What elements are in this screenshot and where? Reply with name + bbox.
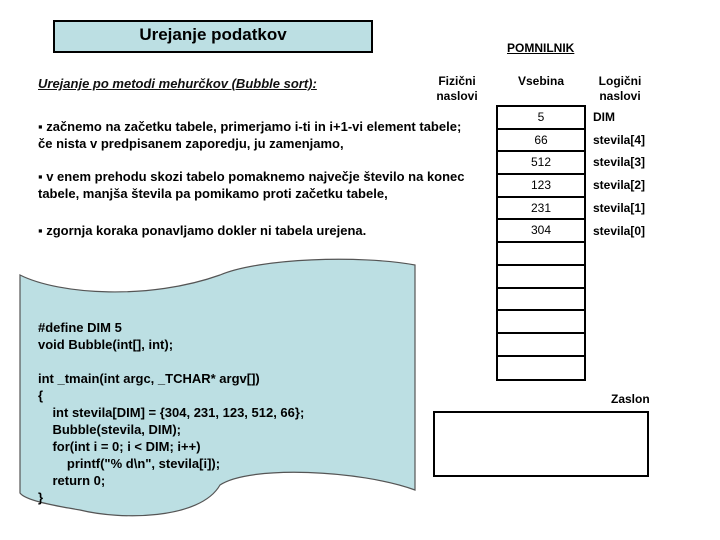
memory-cell: 66 xyxy=(498,130,584,153)
memory-cell: 512 xyxy=(498,152,584,175)
header-content: Vsebina xyxy=(517,74,565,88)
code-line: printf("% d\n", stevila[i]); xyxy=(38,456,221,471)
code-line: for(int i = 0; i < DIM; i++) xyxy=(38,439,201,454)
logical-address-label: stevila[0] xyxy=(593,223,646,238)
logical-address-label: stevila[2] xyxy=(593,178,646,193)
code-line: Bubble(stevila, DIM); xyxy=(38,422,182,437)
memory-cell: 231 xyxy=(498,198,584,221)
code-line xyxy=(38,353,304,370)
code-line: return 0; xyxy=(38,473,106,488)
bullet-3: ▪ zgornja koraka ponavljamo dokler ni tabela urejena. xyxy=(38,223,367,238)
code-line: } xyxy=(38,490,44,505)
logical-address-label: DIM xyxy=(593,110,615,124)
code-block xyxy=(38,319,304,506)
logical-address-label: stevila[4] xyxy=(593,132,646,147)
header-physical-addresses: Fizični naslovi xyxy=(436,74,478,103)
memory-cell: 304 xyxy=(498,220,584,243)
code-line: #define DIM 5 xyxy=(38,320,122,335)
logical-address-label: stevila[3] xyxy=(593,155,646,170)
code-line: void Bubble(int[], int); xyxy=(38,337,174,352)
memory-title: POMNILNIK xyxy=(507,41,575,55)
code-line: { xyxy=(38,388,44,403)
header-logical-addresses: Logični naslovi xyxy=(598,74,642,103)
bullet-2: ▪ v enem prehodu skozi tabelo pomaknemo največje število na konec tabele, manjša števila pa pomikamo proti začetku tabele, xyxy=(38,169,465,201)
code-line: int _tmain(int argc, _TCHAR* argv[]) xyxy=(38,371,260,386)
section-subtitle: Urejanje po metodi mehurčkov (Bubble sort): xyxy=(38,76,317,91)
logical-address-label: stevila[1] xyxy=(593,200,646,215)
memory-cell: 5 xyxy=(498,107,584,130)
slide-title: Urejanje podatkov xyxy=(53,20,373,53)
bullet-1: ▪ začnemo na začetku tabele, primerjamo i-ti in i+1-vi element tabele; če nista v predpisanem zaporedju, ju zamenjamo, xyxy=(38,119,462,151)
code-line: int stevila[DIM] = {304, 231, 123, 512, 66}; xyxy=(38,405,305,420)
screen-label: Zaslon xyxy=(611,392,650,406)
memory-cell: 123 xyxy=(498,175,584,198)
screen-output-box xyxy=(433,411,649,477)
